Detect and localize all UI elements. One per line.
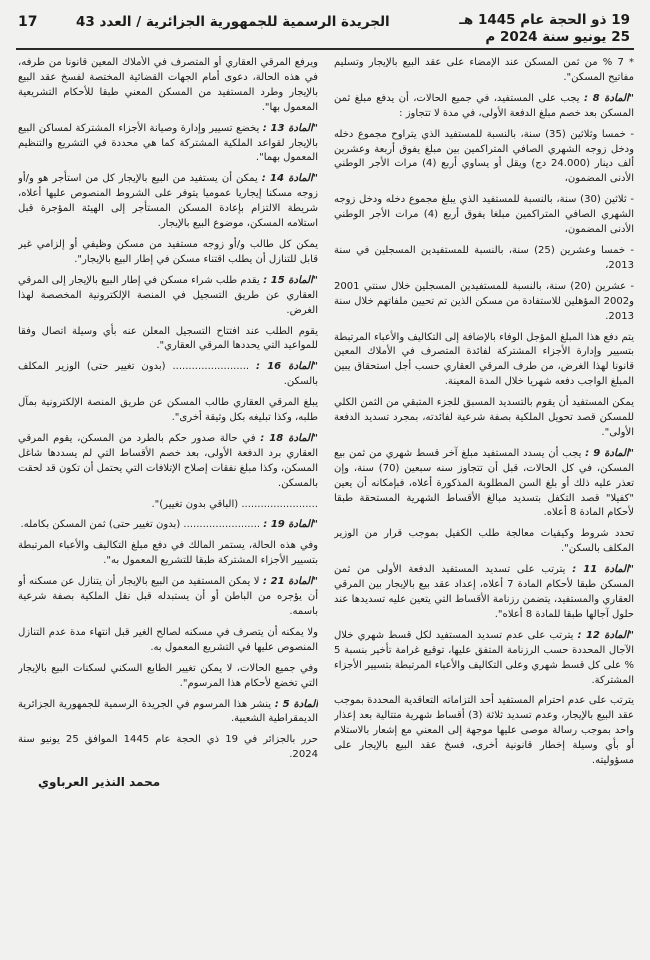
paragraph <box>334 447 634 522</box>
paragraph <box>334 331 634 391</box>
paragraph-text: ينشر هذا المرسوم في الجريدة الرسمية للجمهورية الجزائرية الديمقراطية الشعبية. <box>18 698 318 725</box>
issue-date <box>459 12 630 46</box>
article-number: "المادة 16 : <box>255 361 318 373</box>
paragraph <box>18 498 318 513</box>
paragraph-text: لا يمكن المستفيد من البيع بالإيجار أن يتنازل عن مسكنه أو أن يؤجره من الباطن أو أن يستبدله قبل نقل الملكية بصفة شرعية باسمه. <box>18 576 318 617</box>
paragraph-text: يقدم طلب شراء مسكن في إطار البيع بالإيجار إلى المرقي العقاري عن طريق التسجيل في المنصة الإلكترونية المخصصة لهذا الغرض. <box>18 274 318 316</box>
paragraph <box>18 662 318 692</box>
paragraph-text: يبلغ المرقي العقاري طالب المسكن عن طريق المنصة الإلكترونية بمآل طلبه، وكذا تبليغه بكل وثيقة أخرى". <box>18 397 318 424</box>
paragraph <box>18 360 318 390</box>
paragraph <box>18 238 318 268</box>
paragraph-text: يترتب على تسديد المستفيد الدفعة الأولى من ثمن المسكن طبقا لأحكام المادة 7 أعلاه، إعداد عقد بيع بالإيجار بين المرقي العقاري والمستفيد، يتضمن رزنامة الأقساط التي يتعين عليه تسديدها عند حلول آجالها طبقا للمادة 8 أعلاه". <box>334 564 634 620</box>
paragraph-text: يخضع تسيير وإدارة وصيانة الأجزاء المشتركة لمساكن البيع بالإيجار لقواعد الملكية المشتركة كما هي محددة في التشريع والتنظيم المعمول بهما". <box>18 122 318 164</box>
article-number: "المادة 21 : <box>262 576 318 588</box>
paragraph-text: ولا يمكنه أن يتصرف في مسكنه لصالح الغير قبل انتهاء مدة عدم التنازل المنصوص عليها في التشريع المعمول به. <box>18 626 318 653</box>
paragraph <box>334 128 634 188</box>
article-number: "المادة 11 : <box>572 564 634 576</box>
paragraph <box>334 92 634 122</box>
article-number: "المادة 12 : <box>577 629 634 641</box>
signature: محمد النذير العرباوي <box>38 775 161 790</box>
paragraph-text: - خمسا وعشرين (25) سنة، بالنسبة للمستفيدين المسجلين في سنة 2013، <box>334 244 634 271</box>
paragraph-text: يجب أن يسدد المستفيد مبلغ آخر قسط شهري من ثمن بيع المسكن، في كل الحالات، قبل أن تتجاوز سنه سبعين (70) سنة، وإن تعذر عليه ذلك أو بلغ السن المطلوبة المذكورة أعلاه، فبإمكانه أن يعين "كفيلا" قصد التكفل بتسديد مبالغ الأقساط الشهرية المستحقة طبقا لأحكام المادة 8 أعلاه. <box>334 447 634 519</box>
article-number: المادة 5 : <box>274 698 318 710</box>
paragraph-text: ........................ (بدون تغيير حتى) ثمن المسكن بكامله. <box>20 519 261 531</box>
paragraph <box>18 56 318 116</box>
paragraph <box>18 396 318 426</box>
paragraph <box>334 396 634 441</box>
page-number: 17 <box>18 14 38 30</box>
article-number: "المادة 14 : <box>261 173 318 185</box>
paragraph-text: يمكن المستفيد أن يقوم بالتسديد المسبق للجزء المتبقي من الثمن الكلي للمسكن قصد تحويل الملكية بصفة شرعية لفائدته، بمجرد تسديد الدفعة الأولى". <box>334 397 634 438</box>
paragraph-text: ........................ (بدون تغيير حتى) الوزير المكلف بالسكن. <box>18 361 318 388</box>
left-column <box>18 56 318 946</box>
text-columns <box>18 56 634 946</box>
paragraph-text: وفي هذه الحالة، يستمر المالك في دفع مبلغ التكاليف والأعباء المرتبطة بتسيير الأجزاء المشتركة طبقا للتشريع المعمول به". <box>18 540 318 567</box>
paragraph-text: ........................ (الباقي بدون تغيير)". <box>151 498 318 510</box>
paragraph-text: * 7 % من ثمن المسكن عند الإمضاء على عقد البيع بالإيجار وتسليم مفاتيح المسكن". <box>334 57 634 83</box>
paragraph-text: تحدد شروط وكيفيات معالجة طلب الكفيل بموجب قرار من الوزير المكلف بالسكن". <box>334 528 634 555</box>
paragraph-text: - ثلاثين (30) سنة، بالنسبة للمستفيد الذي يبلغ مجموع دخله ودخل زوجه الشهري الصافي المتراكمين مبلغا يفوق أربع (4) مرات الأجر الوطني الأدنى المضمون، <box>334 194 634 236</box>
gazette-title: الجريدة الرسمية للجمهورية الجزائرية / العدد 43 <box>76 14 390 30</box>
paragraph <box>18 172 318 232</box>
paragraph-text: يجب على المستفيد، في جميع الحالات، أن يدفع مبلغ ثمن المسكن بعد خصم مبلغ الدفعة الأولى، في مدة لا تتجاوز : <box>334 92 634 119</box>
paragraph-text: - خمسا وثلاثين (35) سنة، بالنسبة للمستفيد الذي يتراوح مجموع دخله ودخل زوجه الشهري الصافي المتراكمين بين مبلغ يفوق أربعة وعشرين ألف دينار (24.000 دج) ويقل أو يساوي أربع (4) مرات الأجر الوطني الأدنى المضمون، <box>334 128 634 185</box>
paragraph-text: يترتب على عدم احترام المستفيد أحد التزاماته التعاقدية المحددة بموجب عقد البيع بالإيجار، وعدم تسديد ثلاثة (3) أقساط شهرية متتالية بعد إعذار واحد بموجب رسالة موصى عليها موجهة إلى المعني مع إشعار بالاستلام أو بأي وسيلة إخطار قانونية أخرى، فسخ عقد البيع بالإيجار على مسؤوليته. <box>334 695 634 767</box>
paragraph <box>18 518 318 533</box>
article-number: "المادة 8 : <box>583 92 634 104</box>
article-number: "المادة 18 : <box>260 432 318 444</box>
date-hijri: 19 ذو الحجة عام 1445 هـ <box>459 12 630 28</box>
paragraph <box>334 193 634 238</box>
paragraph-text: يقوم الطلب عند افتتاح التسجيل المعلن عنه بأي وسيلة اتصال وفقا للمواعيد التي يحددها المرقي العقاري". <box>18 325 318 352</box>
paragraph <box>334 56 634 86</box>
paragraph <box>18 733 318 763</box>
page-header <box>16 10 634 50</box>
paragraph <box>18 274 318 319</box>
paragraph <box>18 698 318 728</box>
right-column <box>334 56 634 946</box>
paragraph <box>334 563 634 623</box>
paragraph-text: يمكن أن يستفيد من البيع بالإيجار كل من استأجر هو و/أو زوجه مسكنا إيجاريا عموميا يتوفر على الشروط المنصوص عليها أعلاه، شريطة الالتزام بإعادة المسكن المستأجر إلى الهيئة المؤجرة قبل استلامه المسكن، موضوع البيع بالإيجار. <box>18 173 318 230</box>
article-number: "المادة 9 : <box>585 447 634 459</box>
paragraph <box>18 575 318 620</box>
article-number: "المادة 15 : <box>263 274 318 286</box>
paragraph-text: وفي جميع الحالات، لا يمكن تغيير الطابع السكني لسكنات البيع بالإيجار التي تخضع لأحكام هذا المرسوم". <box>18 662 318 689</box>
paragraph-text: حرر بالجزائر في 19 ذي الحجة عام 1445 الموافق 25 يونيو سنة 2024. <box>18 734 318 761</box>
date-gregorian: 25 يونيو سنة 2024 م <box>485 29 630 45</box>
paragraph <box>334 629 634 689</box>
paragraph-text: في حالة صدور حكم بالطرد من المسكن، يقوم المرقي العقاري برد الدفعة الأولى، بعد خصم الأقساط التي لم يسددها شاغل المسكن، وكذا مبلغ نفقات إصلاح الإتلافات التي يحتمل أن تكون قد لحقت بالمسكن. <box>18 432 318 489</box>
paragraph <box>334 280 634 325</box>
paragraph <box>18 539 318 569</box>
paragraph-text: ويرفع المرقي العقاري أو المتصرف في الأملاك المعين قانونا من طرفه، في هذه الحالة، دعوى أمام الجهات القضائية المختصة لفسخ عقد البيع بالإيجار وطرد المستفيد من المسكن المعني طبقا للأحكام التشريعية المعمول بها". <box>18 57 318 113</box>
paragraph <box>18 122 318 167</box>
paragraph <box>334 244 634 274</box>
paragraph <box>334 694 634 769</box>
paragraph <box>334 527 634 557</box>
paragraph <box>18 432 318 492</box>
article-number: "المادة 19 : <box>263 519 318 531</box>
paragraph-text: - عشرين (20) سنة، بالنسبة للمستفيدين المسجلين خلال سنتي 2001 و2002 المؤهلين للاستفادة من مسكن الذين تم تحيين ملفاتهم خلال سنة 2013. <box>334 280 634 322</box>
paragraph <box>18 626 318 656</box>
paragraph <box>18 325 318 355</box>
paragraph-text: يمكن كل طالب و/أو زوجه مستفيد من مسكن وظيفي أو إلزامي غير قابل للتنازل أن يطلب اقتناء مسكن في إطار البيع بالإيجار". <box>18 238 318 265</box>
paragraph-text: يتم دفع هذا المبلغ المؤجل الوفاء بالإضافة إلى التكاليف والأعباء المرتبطة بتسيير وإدارة الأجزاء المشتركة لفائدة المتصرف في الأملاك المعين قانونا لهذا الغرض، من طرف المرقي العقاري حسب أجل استحقاق يبين المبلغ الواجب دفعه شهريا خلال المدة المعينة. <box>334 331 634 388</box>
article-number: "المادة 13 : <box>262 122 318 134</box>
paragraph-text: يترتب على عدم تسديد المستفيد لكل قسط شهري خلال الآجال المحددة حسب الرزنامة المتفق عليها، توقيع غرامة تأخير بنسبة 5 % على كل قسط شهري وعلى التكاليف والأعباء المرتبطة بتسيير الأجزاء المشتركة. <box>334 629 634 686</box>
